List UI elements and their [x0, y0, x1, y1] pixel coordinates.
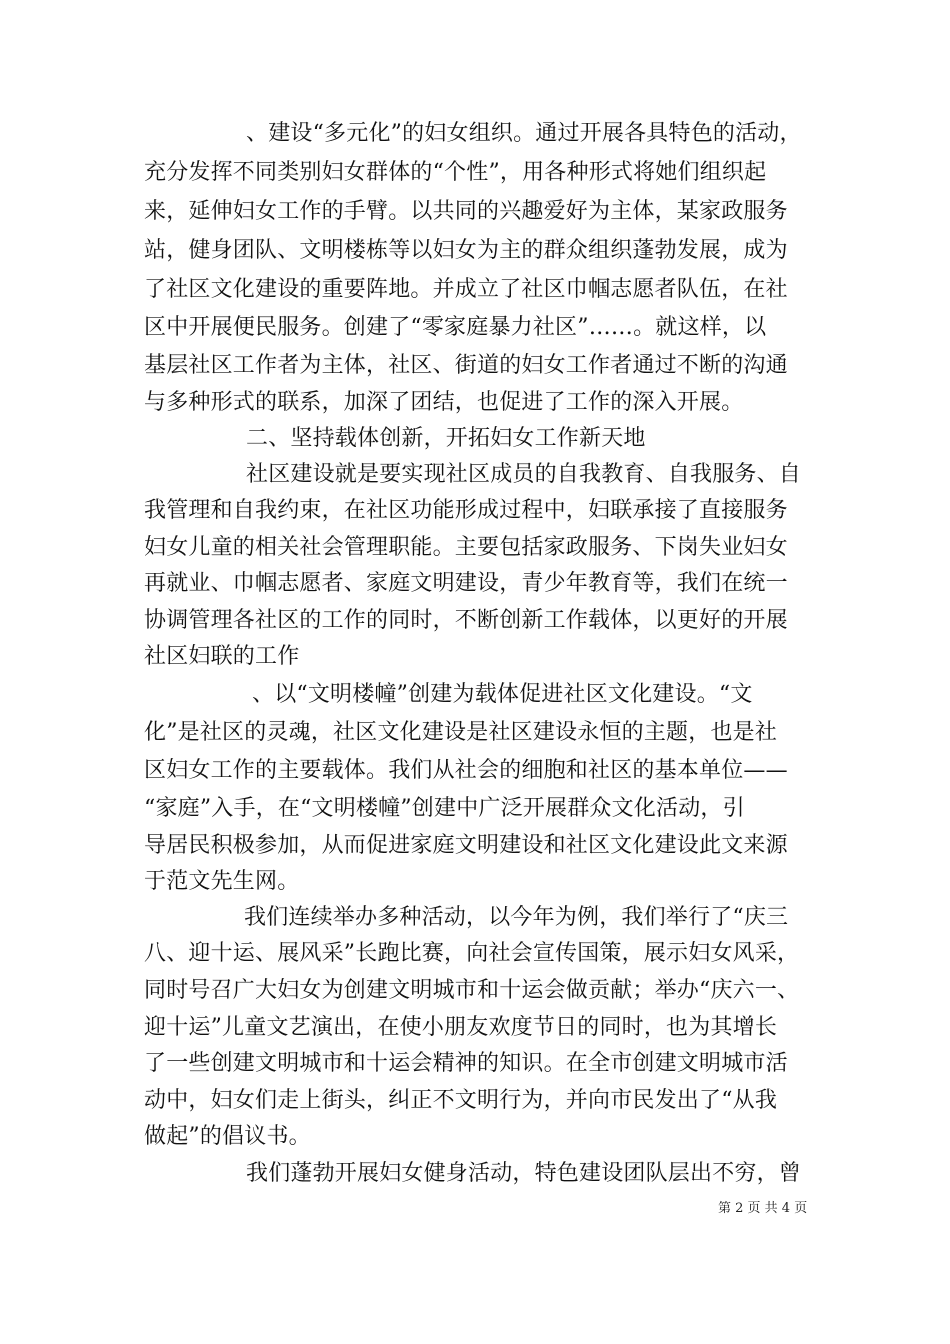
- text-line: 同时号召广大妇女为创建文明城市和十运会做贡献；举办“庆六一、: [144, 978, 800, 1003]
- text-line: 基层社区工作者为主体，社区、街道的妇女工作者通过不断的沟通: [144, 353, 788, 378]
- text-line: 社区妇联的工作: [144, 644, 300, 669]
- text-line: 了一些创建文明城市和十运会精神的知识。在全市创建文明城市活: [144, 1051, 788, 1076]
- text-line: 动中，妇女们走上街头，纠正不文明行为，并向市民发出了“从我: [144, 1088, 778, 1113]
- text-line: “家庭”入手，在“文明楼幢”创建中广泛开展群众文化活动，引: [144, 796, 745, 821]
- text-line: 导居民积极参加，从而促进家庭文明建设和社区文化建设此文来源: [144, 833, 788, 858]
- text-line: 、以“文明楼幢”创建为载体促进社区文化建设。“文: [252, 682, 753, 707]
- text-line: 充分发挥不同类别妇女群体的“个性”，用各种形式将她们组织起: [144, 160, 767, 185]
- text-line: 来，延伸妇女工作的手臂。以共同的兴趣爱好为主体，某家政服务: [144, 199, 788, 224]
- text-line: 与多种形式的联系，加深了团结，也促进了工作的深入开展。: [144, 390, 744, 415]
- text-line: 八、迎十运、展风采”长跑比赛，向社会宣传国策，展示妇女风采，: [144, 941, 800, 966]
- text-line: 于范文先生网。: [144, 869, 300, 894]
- text-line: 我们蓬勃开展妇女健身活动，特色建设团队层出不穷，曾: [246, 1161, 802, 1186]
- text-line: 、建设“多元化”的妇女组织。通过开展各具特色的活动，: [246, 121, 802, 146]
- text-line: 区妇女工作的主要载体。我们从社会的细胞和社区的基本单位——: [144, 758, 788, 783]
- text-line: 做起”的倡议书。: [144, 1124, 311, 1149]
- text-line: 社区建设就是要实现社区成员的自我教育、自我服务、自: [246, 462, 802, 487]
- section-heading: 二、坚持载体创新，开拓妇女工作新天地: [246, 426, 646, 451]
- text-line: 我们连续举办多种活动，以今年为例，我们举行了“庆三: [244, 905, 789, 930]
- text-line: 迎十运”儿童文艺演出，在使小朋友欢度节日的同时，也为其增长: [144, 1015, 778, 1040]
- text-line: 我管理和自我约束，在社区功能形成过程中，妇联承接了直接服务: [144, 498, 788, 523]
- text-line: 站，健身团队、文明楼栋等以妇女为主的群众组织蓬勃发展，成为: [144, 238, 788, 263]
- text-line: 化”是社区的灵魂，社区文化建设是社区建设永恒的主题，也是社: [144, 720, 778, 745]
- text-line: 再就业、巾帼志愿者、家庭文明建设，青少年教育等，我们在统一: [144, 571, 788, 596]
- text-line: 协调管理各社区的工作的同时，不断创新工作载体，以更好的开展: [144, 608, 788, 633]
- text-line: 妇女儿童的相关社会管理职能。主要包括家政服务、下岗失业妇女: [144, 535, 788, 560]
- page-number-footer: 第 2 页 共 4 页: [718, 1201, 808, 1216]
- text-line: 区中开展便民服务。创建了“零家庭暴力社区”……。就这样，以: [144, 315, 767, 340]
- text-line: 了社区文化建设的重要阵地。并成立了社区巾帼志愿者队伍，在社: [144, 277, 788, 302]
